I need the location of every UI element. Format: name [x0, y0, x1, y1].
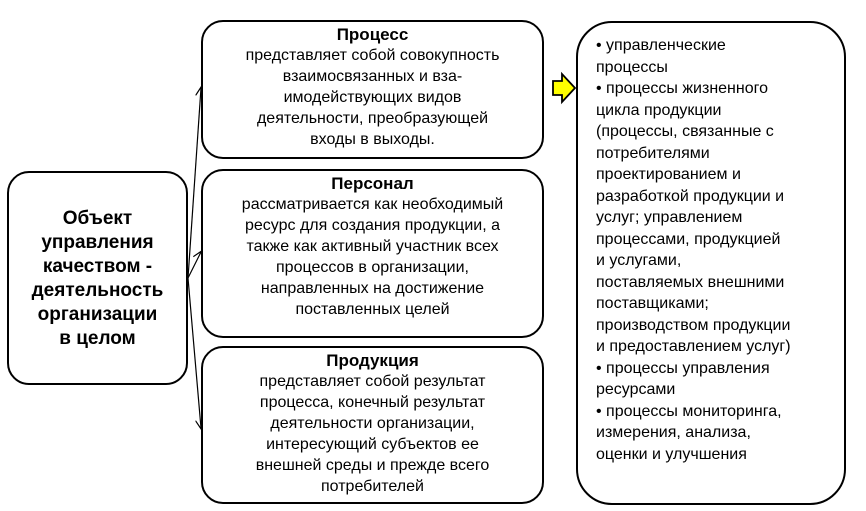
process-title: Процесс — [336, 25, 409, 44]
yellow-arrow-icon — [553, 74, 575, 102]
process-box — [201, 20, 544, 159]
process-description: представляет собой совокупность взаимосвязанных и вза- имодействующих видов деятельности, преобразующей входы в выходы. — [245, 47, 500, 148]
product-box — [201, 346, 544, 504]
process-types-list: • управленческие процессы • процессы жизненного цикла продукции (процессы, связанные с потребителями проектированием и разработкой продукции и услуг; управлением процессами, продукцией и услугами, поставляемых внешними поставщиками; производством продукции и предоставлением услуг) • процессы управления ресурсами • процессы мониторинга, измерения, анализа, оценки и улучшения — [596, 37, 791, 463]
management-object-text: Объект управления качеством - деятельность организации в целом — [31, 208, 164, 349]
process-types-box — [576, 21, 846, 505]
personnel-description: рассматривается как необходимый ресурс для создания продукции, а также как активный участник всех процессов в организации, направленных на достижение поставленных целей — [241, 196, 504, 318]
personnel-title: Персонал — [331, 174, 414, 193]
product-description: представляет собой результат процесса, конечный результат деятельности организации, интересующий субъектов ее внешней среды и прежде всего потребителей — [255, 373, 490, 495]
management-object-box — [7, 171, 188, 385]
personnel-box — [201, 169, 544, 338]
product-title: Продукция — [326, 351, 419, 370]
arrow-to-process — [188, 88, 201, 278]
arrow-to-product — [188, 278, 201, 428]
